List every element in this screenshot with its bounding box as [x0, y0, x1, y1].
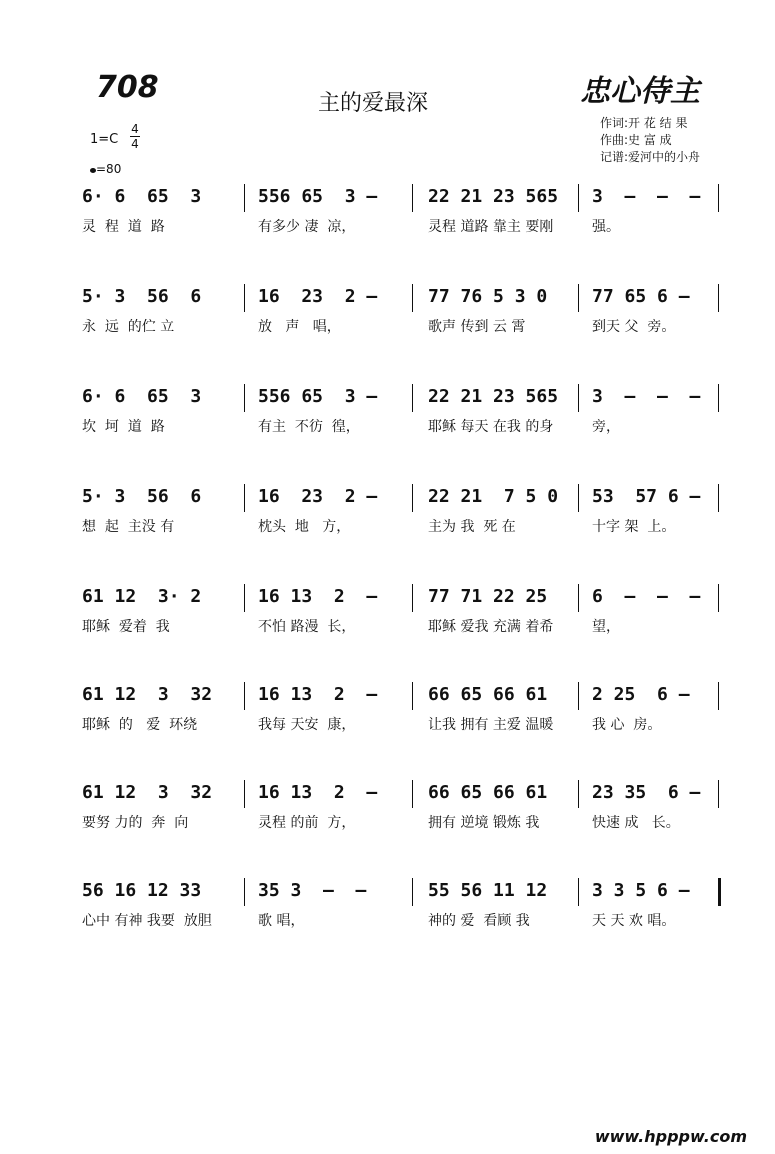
measure-lyrics: 我每 天安 康，: [258, 717, 356, 733]
music-line: [0, 586, 775, 646]
measure-notes: 3 – – –: [592, 186, 701, 207]
barline: [244, 184, 245, 212]
watermark-url: www.hpppw.com: [594, 1127, 747, 1146]
measure-notes: 55 56 11 12: [428, 880, 548, 901]
tempo-marking: [90, 162, 121, 176]
measure-lyrics: 有多少 凄 凉，: [258, 219, 356, 235]
measure-lyrics: 耶稣 爱着 我: [82, 619, 170, 635]
measure-notes: 16 13 2 –: [258, 684, 378, 705]
measure-lyrics: 心中 有神 我要 放胆: [82, 913, 212, 929]
measure-notes: 16 13 2 –: [258, 782, 378, 803]
measure-lyrics: 耶稣 每天 在我 的身: [428, 419, 554, 435]
key-signature: 1=C: [90, 132, 119, 147]
composer-credit: 作曲:史 富 成: [600, 133, 672, 147]
final-barline: [718, 878, 721, 906]
measure-lyrics: 旁，: [592, 419, 620, 435]
measure-notes: 22 21 7 5 0: [428, 486, 559, 507]
barline: [412, 584, 413, 612]
measure-notes: 22 21 23 565: [428, 386, 559, 407]
tempo-value: =80: [96, 162, 122, 176]
barline: [244, 682, 245, 710]
measure-lyrics: 主为 我 死 在: [428, 519, 516, 535]
barline: [718, 484, 719, 512]
measure-lyrics: 灵程 的前 方，: [258, 815, 356, 831]
measure-lyrics: 坎 坷 道 路: [82, 419, 165, 435]
measure-lyrics: 灵 程 道 路: [82, 219, 165, 235]
measure-lyrics: 要努 力的 奔 向: [82, 815, 189, 831]
measure-lyrics: 有主 不彷 徨，: [258, 419, 360, 435]
music-line: [0, 286, 775, 346]
measure-notes: 66 65 66 61: [428, 684, 548, 705]
measure-lyrics: 神的 爱 看顾 我: [428, 913, 530, 929]
measure-notes: 61 12 3· 2: [82, 586, 202, 607]
measure-notes: 5· 3 56 6: [82, 286, 202, 307]
barline: [412, 878, 413, 906]
music-line: [0, 880, 775, 940]
barline: [718, 682, 719, 710]
measure-lyrics: 我 心 房。: [592, 717, 662, 733]
hymn-number: 708: [96, 70, 159, 105]
barline: [412, 484, 413, 512]
barline: [244, 584, 245, 612]
music-line: [0, 186, 775, 246]
barline: [578, 780, 579, 808]
barline: [412, 384, 413, 412]
song-title: 主的爱最深: [318, 91, 429, 116]
barline: [412, 284, 413, 312]
measure-notes: 2 25 6 –: [592, 684, 690, 705]
measure-lyrics: 不怕 路漫 长，: [258, 619, 356, 635]
hymnal-section-title: 忠心侍主: [580, 74, 700, 109]
measure-lyrics: 让我 拥有 主爱 温暖: [428, 717, 554, 733]
measure-lyrics: 歌声 传到 云 霄: [428, 319, 526, 335]
measure-lyrics: 十字 架 上。: [592, 519, 676, 535]
barline: [578, 484, 579, 512]
barline: [578, 878, 579, 906]
measure-notes: 556 65 3 –: [258, 186, 378, 207]
time-denominator: 4: [131, 137, 139, 151]
barline: [718, 384, 719, 412]
measure-notes: 61 12 3 32: [82, 782, 213, 803]
barline: [718, 284, 719, 312]
measure-lyrics: 想 起 主没 有: [82, 519, 175, 535]
lyricist-credit: 作词:开 花 结 果: [600, 116, 688, 130]
measure-notes: 61 12 3 32: [82, 684, 213, 705]
measure-lyrics: 望，: [592, 619, 620, 635]
music-line: [0, 782, 775, 842]
measure-lyrics: 到天 父 旁。: [592, 319, 676, 335]
measure-lyrics: 枕头 地 方，: [258, 519, 351, 535]
measure-notes: 5· 3 56 6: [82, 486, 202, 507]
measure-lyrics: 耶稣 的 爱 环绕: [82, 717, 198, 733]
measure-notes: 77 65 6 –: [592, 286, 690, 307]
measure-notes: 3 3 5 6 –: [592, 880, 690, 901]
time-numerator: 4: [131, 122, 139, 136]
barline: [412, 184, 413, 212]
barline: [578, 284, 579, 312]
barline: [578, 384, 579, 412]
measure-lyrics: 耶稣 爱我 充满 着希: [428, 619, 554, 635]
measure-notes: 66 65 66 61: [428, 782, 548, 803]
measure-notes: 6· 6 65 3: [82, 386, 202, 407]
barline: [244, 780, 245, 808]
measure-lyrics: 歌 唱，: [258, 913, 305, 929]
measure-notes: 77 71 22 25: [428, 586, 548, 607]
barline: [718, 780, 719, 808]
barline: [244, 284, 245, 312]
barline: [244, 878, 245, 906]
measure-lyrics: 天 天 欢 唱。: [592, 913, 676, 929]
measure-notes: 35 3 – –: [258, 880, 367, 901]
measure-notes: 53 57 6 –: [592, 486, 701, 507]
barline: [412, 780, 413, 808]
measure-notes: 77 76 5 3 0: [428, 286, 548, 307]
music-line: [0, 386, 775, 446]
barline: [718, 584, 719, 612]
measure-lyrics: 拥有 逆境 锻炼 我: [428, 815, 540, 831]
measure-notes: 6· 6 65 3: [82, 186, 202, 207]
measure-lyrics: 放 声 唱，: [258, 319, 341, 335]
measure-lyrics: 灵程 道路 靠主 要刚: [428, 219, 554, 235]
barline: [578, 682, 579, 710]
measure-lyrics: 永 远 的伫 立: [82, 319, 175, 335]
music-line: [0, 684, 775, 744]
measure-notes: 23 35 6 –: [592, 782, 701, 803]
measure-notes: 56 16 12 33: [82, 880, 202, 901]
measure-notes: 16 23 2 –: [258, 286, 378, 307]
measure-notes: 16 13 2 –: [258, 586, 378, 607]
measure-notes: 556 65 3 –: [258, 386, 378, 407]
music-line: [0, 486, 775, 546]
barline: [412, 682, 413, 710]
barline: [718, 184, 719, 212]
barline: [244, 484, 245, 512]
barline: [578, 184, 579, 212]
time-signature: [130, 122, 140, 151]
measure-lyrics: 强。: [592, 219, 620, 235]
transcriber-credit: 记谱:爱河中的小舟: [600, 150, 701, 164]
measure-notes: 16 23 2 –: [258, 486, 378, 507]
measure-notes: 22 21 23 565: [428, 186, 559, 207]
barline: [578, 584, 579, 612]
barline: [244, 384, 245, 412]
measure-lyrics: 快速 成 长。: [592, 815, 680, 831]
measure-notes: 3 – – –: [592, 386, 701, 407]
measure-notes: 6 – – –: [592, 586, 701, 607]
